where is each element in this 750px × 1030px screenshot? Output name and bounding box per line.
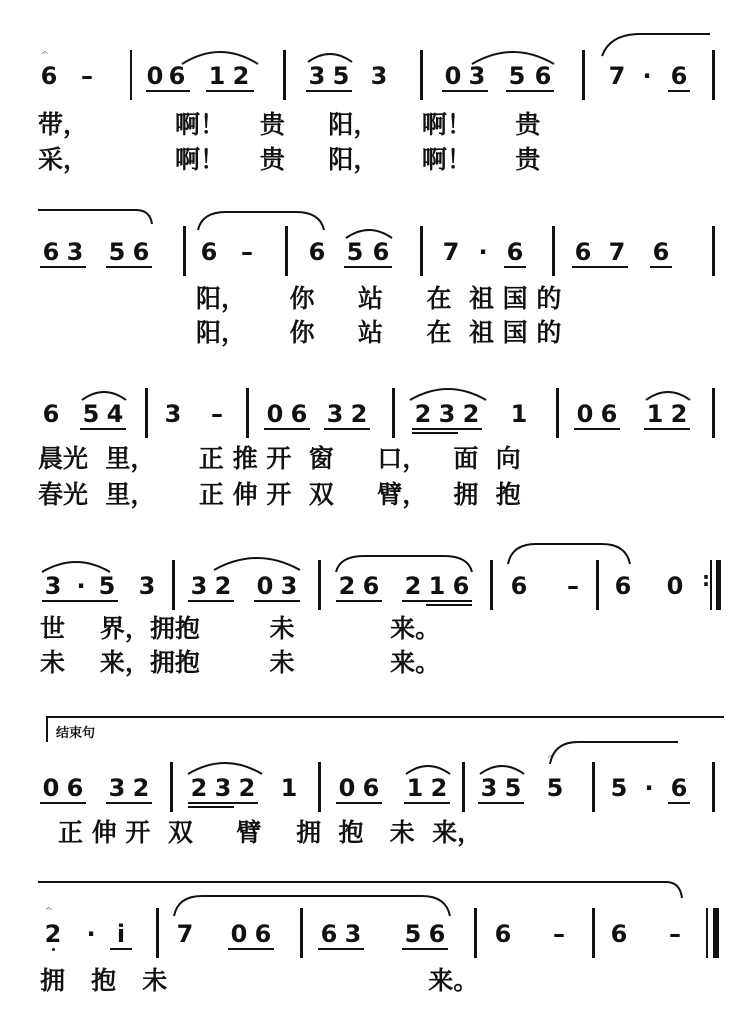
- beam: [650, 266, 672, 268]
- note: 3: [370, 62, 388, 90]
- note: 2: [338, 572, 356, 600]
- note: 6: [200, 238, 218, 266]
- note: 6: [42, 400, 60, 428]
- beam: [668, 802, 690, 804]
- tie: [36, 206, 154, 226]
- beam: [40, 266, 86, 268]
- beam: [412, 432, 458, 434]
- beam: [40, 802, 86, 804]
- note: 6: [574, 238, 592, 266]
- barline: [712, 50, 715, 100]
- lyric-line-1: 带， 啊！ 贵 阳， 啊！ 贵: [38, 110, 541, 139]
- note: ·: [644, 774, 654, 802]
- barline: [300, 908, 303, 958]
- note: 5: [508, 62, 526, 90]
- beam: [644, 428, 690, 430]
- note: 6: [452, 572, 470, 600]
- note: 2: [44, 920, 62, 948]
- note: 6: [670, 774, 688, 802]
- note: 3: [138, 572, 156, 600]
- ending-label: 结束句: [56, 726, 96, 741]
- note: 3: [190, 572, 208, 600]
- barline: [183, 226, 186, 276]
- barline: [462, 762, 465, 812]
- barline: [392, 388, 395, 438]
- barline: [420, 226, 423, 276]
- barline: [246, 388, 249, 438]
- note: 3: [108, 774, 126, 802]
- note: 6: [40, 62, 58, 90]
- note: –: [241, 238, 253, 266]
- note: 6: [362, 572, 380, 600]
- note: 2: [670, 400, 688, 428]
- beam: [80, 428, 126, 430]
- note: 2: [414, 400, 432, 428]
- note: 3: [164, 400, 182, 428]
- note: 0: [576, 400, 594, 428]
- note: 2: [214, 572, 232, 600]
- note: 3: [214, 774, 232, 802]
- note: –: [553, 920, 565, 948]
- beam: [110, 948, 132, 950]
- lyric-line-1: 阳， 你 站 在 祖 国 的: [196, 284, 562, 313]
- barline: [706, 908, 708, 958]
- beam: [228, 948, 274, 950]
- beam: [572, 266, 628, 268]
- note: 2: [462, 400, 480, 428]
- lyric-line-1: 拥 抱 未 来。: [40, 966, 479, 995]
- beam: [318, 948, 364, 950]
- note: 0: [42, 774, 60, 802]
- repeat-dots: :: [702, 567, 710, 591]
- note: 6: [66, 774, 84, 802]
- barline: [552, 226, 555, 276]
- beam: [412, 428, 482, 430]
- note: 5: [98, 572, 116, 600]
- beam: [106, 802, 152, 804]
- beam: [106, 266, 152, 268]
- note: 6: [308, 238, 326, 266]
- note: 6: [290, 400, 308, 428]
- note: –: [81, 62, 93, 90]
- tie: [506, 540, 632, 566]
- fermata-mark: 𝄐: [548, 752, 554, 763]
- note: 3: [66, 238, 84, 266]
- note: 3: [308, 62, 326, 90]
- note: 3: [438, 400, 456, 428]
- beam: [402, 600, 472, 602]
- note: 0: [230, 920, 248, 948]
- fermata-mark: 𝄐: [42, 48, 48, 59]
- fermata-mark: 𝄐: [46, 904, 52, 915]
- lyric-line-2: 未 来，拥抱 未 来。: [40, 648, 441, 677]
- beam: [404, 802, 450, 804]
- note: –: [567, 572, 579, 600]
- barline: [318, 762, 321, 812]
- barline: [145, 388, 148, 438]
- beam: [344, 266, 392, 268]
- beam: [336, 600, 382, 602]
- note: i: [116, 920, 126, 948]
- lyric-line-1: 世 界，拥抱 未 来。: [40, 614, 441, 643]
- note: 1: [510, 400, 528, 428]
- slur: [172, 892, 452, 918]
- slur: [306, 50, 354, 64]
- slur: [644, 388, 692, 402]
- beam: [146, 90, 190, 92]
- note: –: [669, 920, 681, 948]
- note: 6: [254, 920, 272, 948]
- note: 6: [670, 62, 688, 90]
- note: 3: [280, 572, 298, 600]
- barline: [592, 908, 595, 958]
- note: 6: [534, 62, 552, 90]
- barline: [130, 50, 132, 100]
- note: 5: [404, 920, 422, 948]
- beam: [478, 802, 524, 804]
- beam: [254, 600, 300, 602]
- note: 1: [646, 400, 664, 428]
- note: 6: [600, 400, 618, 428]
- note: 6: [42, 238, 60, 266]
- note: 5: [108, 238, 126, 266]
- note: 6: [168, 62, 186, 90]
- barline: [712, 226, 715, 276]
- low-octave-dot: [52, 948, 55, 951]
- note: 2: [350, 400, 368, 428]
- note: 1: [280, 774, 298, 802]
- beam: [504, 266, 526, 268]
- note: 6: [320, 920, 338, 948]
- note: 1: [208, 62, 226, 90]
- slur: [478, 762, 526, 776]
- barline: [172, 560, 175, 610]
- beam: [668, 90, 690, 92]
- beam: [42, 600, 118, 602]
- barline: [556, 388, 559, 438]
- beam: [324, 428, 370, 430]
- note: 1: [406, 774, 424, 802]
- note: 5: [346, 238, 364, 266]
- beam: [188, 806, 234, 808]
- note: 7: [176, 920, 194, 948]
- barline: [592, 762, 595, 812]
- barline: [283, 50, 286, 100]
- barline: [596, 560, 599, 610]
- lyric-line-2: 采， 啊！ 贵 阳， 啊！ 贵: [38, 145, 541, 174]
- beam: [426, 604, 472, 606]
- note: 6: [494, 920, 512, 948]
- note: 2: [238, 774, 256, 802]
- note: 6: [132, 238, 150, 266]
- note: 2: [430, 774, 448, 802]
- note: 3: [326, 400, 344, 428]
- barline: [170, 762, 173, 812]
- note: 6: [506, 238, 524, 266]
- note: ·: [642, 62, 652, 90]
- slur: [404, 762, 452, 776]
- tie: [196, 208, 326, 232]
- note: 5: [504, 774, 522, 802]
- note: ·: [478, 238, 488, 266]
- note: 6: [372, 238, 390, 266]
- slur: [80, 388, 128, 402]
- final-barline: [716, 560, 721, 610]
- note: 7: [608, 62, 626, 90]
- slur: [344, 226, 394, 240]
- note: –: [211, 400, 223, 428]
- note: 2: [232, 62, 250, 90]
- beam: [264, 428, 310, 430]
- note: 0: [256, 572, 274, 600]
- lyric-line-2: 春光 里， 正 伸 开 双 臂， 拥 抱: [38, 480, 521, 509]
- note: 6: [510, 572, 528, 600]
- beam: [336, 802, 382, 804]
- note: 0: [444, 62, 462, 90]
- tie: [548, 736, 682, 766]
- beam: [506, 90, 554, 92]
- beam: [188, 600, 234, 602]
- note: 6: [610, 920, 628, 948]
- final-barline: [713, 908, 719, 958]
- note: 1: [428, 572, 446, 600]
- note: 5: [82, 400, 100, 428]
- note: 2: [404, 572, 422, 600]
- barline: [318, 560, 321, 610]
- beam: [306, 90, 352, 92]
- beam: [442, 90, 488, 92]
- note: 6: [652, 238, 670, 266]
- lyric-line-1: 正 伸 开 双 臂 拥 抱 未 来，: [58, 818, 483, 847]
- lyric-line-2: 阳， 你 站 在 祖 国 的: [196, 318, 562, 347]
- beam: [188, 802, 258, 804]
- note: 2: [190, 774, 208, 802]
- note: 5: [610, 774, 628, 802]
- note: 5: [546, 774, 564, 802]
- barline: [156, 908, 159, 958]
- note: 5: [332, 62, 350, 90]
- note: 7: [608, 238, 626, 266]
- note: 6: [428, 920, 446, 948]
- beam: [402, 948, 448, 950]
- barline: [490, 560, 493, 610]
- beam: [574, 428, 620, 430]
- slur: [334, 552, 474, 574]
- note: 0: [666, 572, 684, 600]
- slur: [180, 46, 260, 66]
- note: 7: [442, 238, 460, 266]
- note: 3: [480, 774, 498, 802]
- note: 0: [338, 774, 356, 802]
- note: 0: [266, 400, 284, 428]
- barline: [712, 388, 715, 438]
- note: 6: [362, 774, 380, 802]
- note: ·: [86, 920, 96, 948]
- note: 6: [614, 572, 632, 600]
- slur: [470, 46, 556, 66]
- lyric-line-1: 晨光 里， 正 推 开 窗 口， 面 向: [38, 444, 521, 473]
- barline: [474, 908, 477, 958]
- note: 4: [106, 400, 124, 428]
- barline: [582, 50, 585, 100]
- barline: [285, 226, 288, 276]
- note: 3: [344, 920, 362, 948]
- barline: [712, 762, 715, 812]
- slur: [212, 552, 302, 572]
- note: 0: [146, 62, 164, 90]
- note: 2: [132, 774, 150, 802]
- tie: [600, 32, 712, 58]
- note: 3: [44, 572, 62, 600]
- barline: [710, 560, 712, 610]
- note: ·: [76, 572, 86, 600]
- beam: [206, 90, 254, 92]
- note: 3: [468, 62, 486, 90]
- barline: [420, 50, 423, 100]
